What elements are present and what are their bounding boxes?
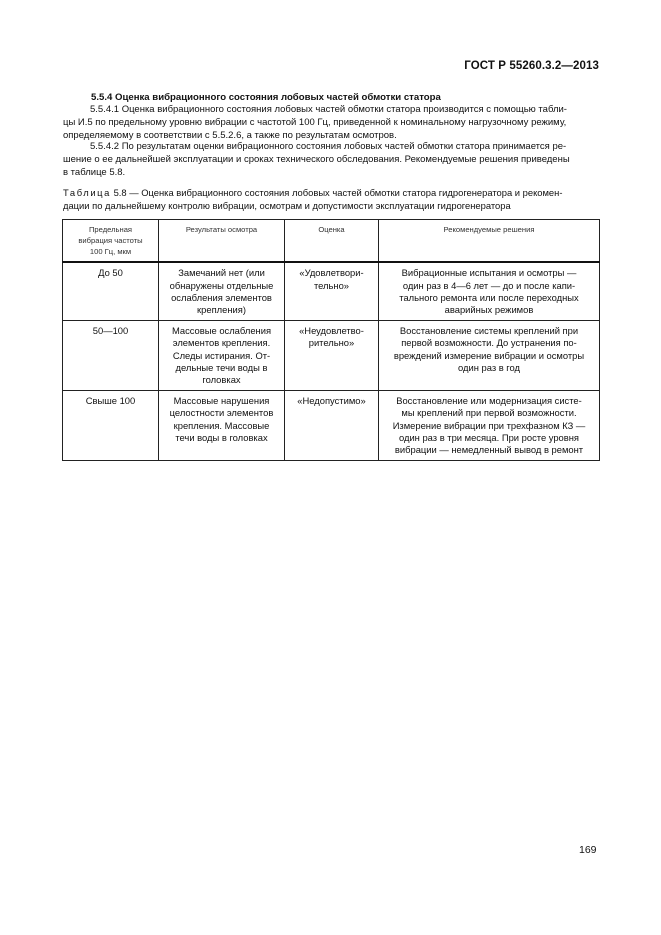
cell-inspection: Замечаний нет (или обнаружены отдельные ослабления элементов крепления)	[159, 262, 285, 320]
cell-limit: 50—100	[63, 321, 159, 391]
cell-recommendation: Восстановление или модернизация систе- мы креплений при первой возможности. Измерение вибрации при трехфазном КЗ — один раз в три месяца. При росте уровня вибрации — немедленный вывод в ремонт	[379, 391, 600, 461]
cell-assessment: «Недопустимо»	[285, 391, 379, 461]
table-row	[63, 262, 600, 320]
section-title: 5.5.4 Оценка вибрационного состояния лобовых частей обмотки статора	[91, 92, 441, 103]
table-caption-line: дации по дальнейшему контролю вибрации, осмотрам и допустимости эксплуатации гидрогенератора	[63, 199, 511, 211]
paragraph-line: цы И.5 по предельному уровню вибрации с частотой 100 Гц, приведенной к номинальному нагрузочному режиму,	[63, 116, 567, 128]
cell-inspection: Массовые нарушения целостности элементов крепления. Массовые течи воды в головках	[159, 391, 285, 461]
table-caption	[63, 187, 599, 213]
cell-limit: Свыше 100	[63, 391, 159, 461]
paragraph-5-5-4-2	[63, 141, 598, 179]
paragraph-line: определяемому в соответствии с 5.5.2.6, а также по результатам осмотров.	[63, 129, 397, 141]
paragraph-line: шение о ее дальнейшей эксплуатации и сроках технического обследования. Рекомендуемые решения приведены	[63, 153, 570, 165]
header-limit: Предельная вибрация частоты 100 Гц, мкм	[63, 220, 159, 263]
header-inspection: Результаты осмотра	[159, 220, 285, 263]
paragraph-line: в таблице 5.8.	[63, 166, 126, 178]
paragraph-line: 5.5.4.2 По результатам оценки вибрационного состояния лобовых частей обмотки статора принимается ре-	[90, 141, 567, 152]
vibration-table	[62, 219, 600, 461]
cell-recommendation: Восстановление системы креплений при первой возможности. До устранения по- вреждений измерение вибрации и осмотры один раз в год	[379, 321, 600, 391]
cell-recommendation: Вибрационные испытания и осмотры — один раз в 4—6 лет — до и после капи- тального ремонта или после переходных аварийных режимов	[379, 262, 600, 320]
header-recommendation: Рекомендуемые решения	[379, 220, 600, 263]
header-assessment: Оценка	[285, 220, 379, 263]
paragraph-5-5-4-1	[63, 104, 598, 142]
table-row	[63, 321, 600, 391]
paragraph-line: 5.5.4.1 Оценка вибрационного состояния лобовых частей обмотки статора производится с помощью табли-	[90, 104, 567, 115]
table-caption-prefix: Таблица	[63, 187, 111, 198]
cell-limit: До 50	[63, 262, 159, 320]
page-number: 169	[579, 844, 597, 856]
table-row	[63, 391, 600, 461]
standard-number: ГОСТ Р 55260.3.2—2013	[464, 60, 599, 72]
cell-assessment: «Удовлетвори- тельно»	[285, 262, 379, 320]
table-caption-line: 5.8 — Оценка вибрационного состояния лобовых частей обмотки статора гидрогенератора и рекомен-	[110, 187, 563, 198]
cell-inspection: Массовые ослабления элементов крепления. Следы истирания. От- дельные течи воды в головках	[159, 321, 285, 391]
table-header-row	[63, 220, 600, 263]
cell-assessment: «Неудовлетво- рительно»	[285, 321, 379, 391]
